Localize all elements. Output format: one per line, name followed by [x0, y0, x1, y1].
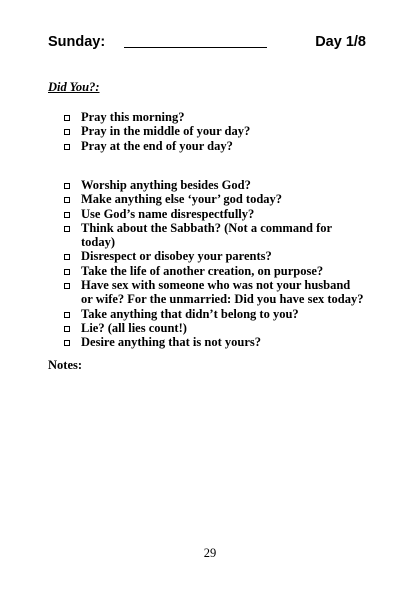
checkbox-icon[interactable] — [64, 115, 70, 121]
checkbox-icon[interactable] — [64, 340, 70, 346]
checkbox-icon[interactable] — [64, 254, 70, 260]
checklist-item — [64, 307, 364, 321]
checkbox-icon[interactable] — [64, 269, 70, 275]
checklist-item-label: Think about the Sabbath? (Not a command for today) — [81, 220, 332, 250]
page-number: 29 — [203, 546, 217, 560]
checklist-item-label: Make anything else ‘your’ god today? — [81, 192, 283, 207]
checklist-item-label: Desire anything that is not yours? — [81, 335, 261, 350]
checklist-item — [64, 321, 364, 335]
checklist-item — [64, 249, 364, 263]
checklist-item-label: Take anything that didn’t belong to you? — [81, 306, 299, 321]
checklist-item — [64, 264, 364, 278]
prayer-checklist — [64, 110, 250, 153]
checklist-item-label: Pray at the end of your day? — [81, 138, 233, 153]
checklist-item-label: Worship anything besides God? — [81, 178, 251, 192]
checkbox-icon[interactable] — [64, 326, 70, 332]
checklist-item — [64, 192, 364, 206]
checkbox-icon[interactable] — [64, 144, 70, 150]
page-header — [48, 34, 366, 54]
checklist-item — [64, 110, 250, 124]
checklist-item — [64, 278, 364, 307]
day-counter: Day 1/8 — [315, 34, 366, 50]
notes-label: Notes: — [48, 358, 83, 372]
checklist-item — [64, 178, 364, 192]
checklist-item-label: Pray in the middle of your day? — [81, 124, 251, 139]
checklist-item-label: Have sex with someone who was not your husband or wife? For the unmarried: Did you have sex today? — [81, 278, 364, 307]
checklist-item-label: Use God’s name disrespectfully? — [81, 206, 255, 221]
checkbox-icon[interactable] — [64, 312, 70, 318]
commandments-checklist — [64, 178, 364, 350]
checkbox-icon[interactable] — [64, 226, 70, 232]
checkbox-icon[interactable] — [64, 212, 70, 218]
day-fill-in-line — [124, 47, 267, 48]
checklist-item — [64, 139, 250, 153]
checklist-item-label: Lie? (all lies count!) — [81, 320, 187, 335]
checkbox-icon[interactable] — [64, 283, 70, 289]
checklist-item-label: Pray this morning? — [81, 110, 185, 124]
checklist-item — [64, 124, 250, 138]
checklist-item-label: Disrespect or disobey your parents? — [81, 249, 272, 264]
checkbox-icon[interactable] — [64, 183, 70, 189]
day-label: Sunday: — [48, 34, 106, 50]
checklist-item — [64, 207, 364, 221]
checkbox-icon[interactable] — [64, 129, 70, 135]
section-title: Did You?: — [48, 80, 100, 94]
checklist-item — [64, 221, 364, 250]
checkbox-icon[interactable] — [64, 197, 70, 203]
checklist-item-label: Take the life of another creation, on purpose? — [81, 263, 324, 278]
checklist-item — [64, 335, 364, 349]
